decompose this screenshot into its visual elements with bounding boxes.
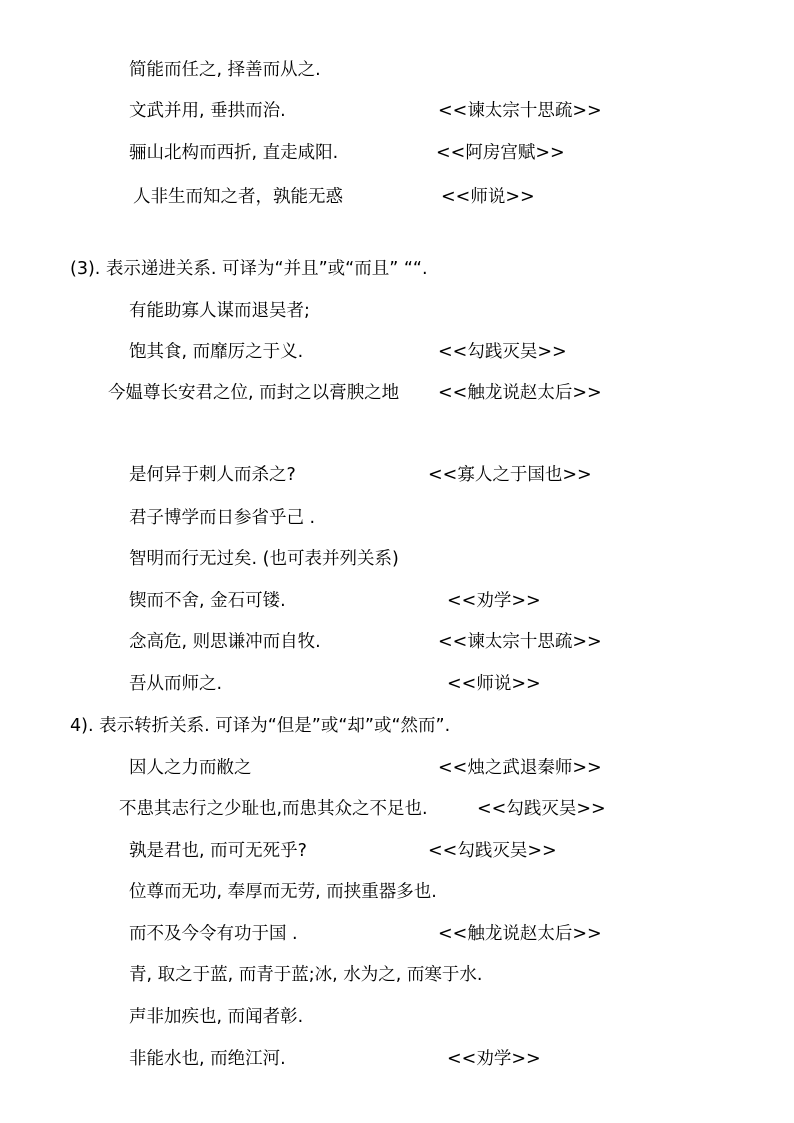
text-line: 因人之力而敝之 bbox=[129, 758, 252, 778]
source-citation: <<寡人之于国也>> bbox=[428, 465, 592, 485]
text-line: 君子博学而日参省乎己 . bbox=[129, 508, 316, 528]
text-line: 不患其志行之少耻也,而患其众之不足也. bbox=[119, 799, 428, 819]
text-line: 而不及今令有功于国 . bbox=[129, 924, 298, 944]
source-citation: <<师说>> bbox=[441, 187, 535, 207]
text-line: 智明而行无过矣. (也可表并列关系) bbox=[129, 549, 399, 569]
text-line: 吾从而师之. bbox=[129, 674, 223, 694]
source-citation: <<谏太宗十思疏>> bbox=[438, 632, 602, 652]
text-line: 孰是君也, 而可无死乎? bbox=[129, 841, 307, 861]
section-heading: (3). 表示递进关系. 可译为“并且”或“而且” ““. bbox=[70, 259, 428, 279]
source-citation: <<劝学>> bbox=[447, 1049, 541, 1069]
text-line: 有能助寡人谋而退吴者; bbox=[129, 301, 310, 321]
text-line: 今媪尊长安君之位, 而封之以膏腴之地 bbox=[108, 383, 400, 403]
text-line: 声非加疾也, 而闻者彰. bbox=[129, 1007, 304, 1027]
text-line: 位尊而无功, 奉厚而无劳, 而挟重器多也. bbox=[129, 882, 437, 902]
section-heading: 4). 表示转折关系. 可译为“但是”或“却”或“然而”. bbox=[70, 716, 451, 736]
source-citation: <<勾践灭吴>> bbox=[438, 342, 567, 362]
text-line: 青, 取之于蓝, 而青于蓝;冰, 水为之, 而寒于水. bbox=[129, 965, 483, 985]
text-line: 非能水也, 而绝江河. bbox=[129, 1049, 286, 1069]
source-citation: <<勾践灭吴>> bbox=[477, 799, 606, 819]
text-line: 是何异于刺人而杀之? bbox=[129, 465, 296, 485]
text-line: 骊山北构而西折, 直走咸阳. bbox=[129, 143, 339, 163]
source-citation: <<劝学>> bbox=[447, 591, 541, 611]
source-citation: <<阿房宫赋>> bbox=[436, 143, 565, 163]
text-line: 简能而任之, 择善而从之. bbox=[129, 60, 321, 80]
text-line: 念高危, 则思谦冲而自牧. bbox=[129, 632, 321, 652]
source-citation: <<烛之武退秦师>> bbox=[438, 758, 602, 778]
text-line: 人非生而知之者，孰能无惑 bbox=[133, 187, 343, 207]
source-citation: <<师说>> bbox=[447, 674, 541, 694]
source-citation: <<谏太宗十思疏>> bbox=[438, 101, 602, 121]
source-citation: <<勾践灭吴>> bbox=[428, 841, 557, 861]
text-line: 饱其食, 而靡厉之于义. bbox=[129, 342, 304, 362]
source-citation: <<触龙说赵太后>> bbox=[438, 383, 602, 403]
text-line: 文武并用, 垂拱而治. bbox=[129, 101, 286, 121]
text-line: 锲而不舍, 金石可镂. bbox=[129, 591, 286, 611]
source-citation: <<触龙说赵太后>> bbox=[438, 924, 602, 944]
